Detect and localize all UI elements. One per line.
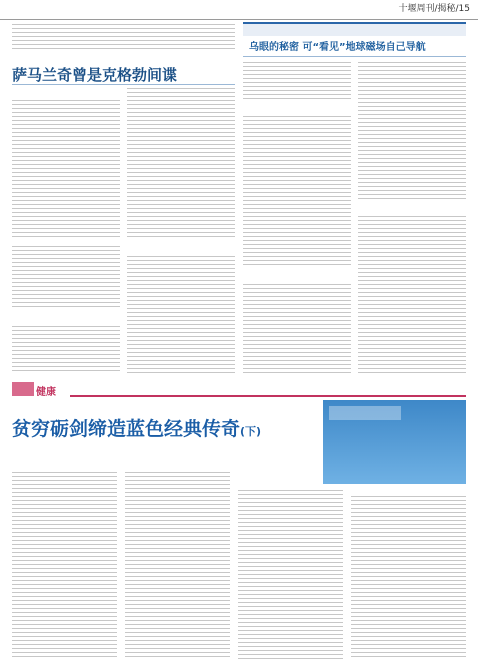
section-logo-block xyxy=(12,382,34,396)
section-header-bar xyxy=(12,380,466,398)
article-text-column xyxy=(12,246,120,310)
article-text-column xyxy=(12,326,120,374)
feature-title-tail: (下) xyxy=(240,425,262,438)
page-header xyxy=(0,0,478,20)
article-title: 萨马兰奇曾是克格勃间谍 xyxy=(12,66,178,84)
article-text-column xyxy=(127,256,235,374)
image-logo-overlay xyxy=(329,406,401,420)
article-intro-text xyxy=(12,24,235,52)
feature-text-column xyxy=(238,490,343,660)
feature-image xyxy=(323,400,466,484)
article-text-column xyxy=(127,88,235,238)
article-text-column xyxy=(243,116,351,266)
page-header-title: 十堰周刊/揭秘/15 xyxy=(398,4,470,14)
feature-title-main: 贫穷砺剑缔造蓝色经典传奇 xyxy=(12,418,241,440)
title-rule xyxy=(12,84,235,85)
article-text-column xyxy=(358,216,466,374)
right-article-top-bar xyxy=(243,22,466,36)
left-article xyxy=(12,22,235,377)
header-rule xyxy=(0,19,478,20)
right-article-title: 乌眼的秘密 可“看见”地球磁场自己导航 xyxy=(249,42,426,53)
feature-text-column xyxy=(125,472,230,660)
feature-title xyxy=(12,414,261,441)
feature-text-column xyxy=(12,472,117,660)
article-text-column xyxy=(243,62,351,100)
article-text-column xyxy=(358,62,466,200)
right-article xyxy=(243,22,466,377)
section-logo-text: 健康 xyxy=(36,387,56,398)
article-text-column xyxy=(12,100,120,240)
feature-title-block xyxy=(12,400,312,470)
article-text-column xyxy=(243,284,351,374)
feature-text-column xyxy=(351,496,466,660)
title-rule xyxy=(243,56,466,57)
section-rule xyxy=(70,395,466,397)
